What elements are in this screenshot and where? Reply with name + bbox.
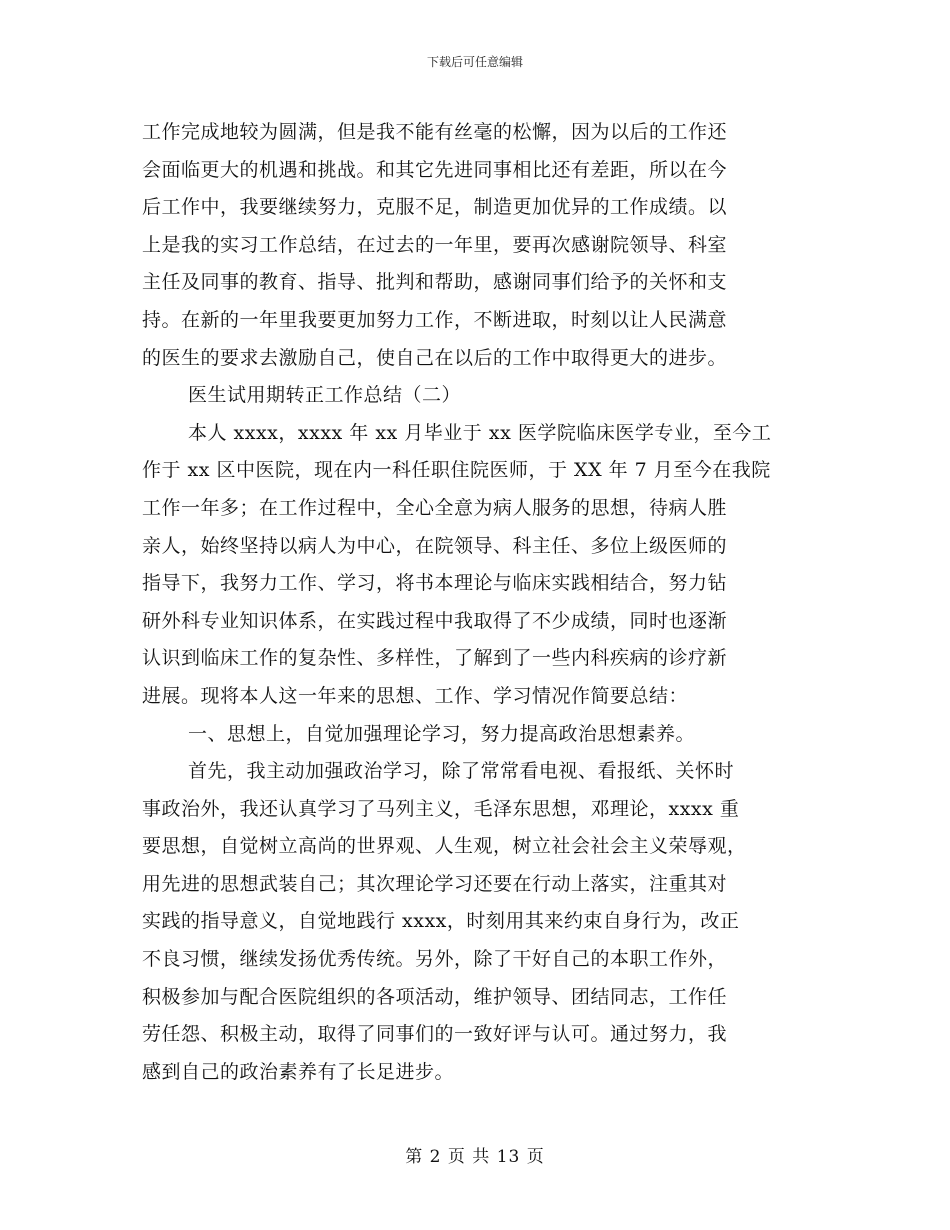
body-line: 要思想，自觉树立高尚的世界观、人生观，树立社会社会主义荣辱观， [142, 835, 747, 858]
body-line: 主任及同事的教育、指导、批判和帮助，感谢同事们给予的关怀和支 [142, 271, 728, 294]
body-line: 的医生的要求去激励自己，使自己在以后的工作中取得更大的进步。 [142, 346, 728, 369]
section-heading: 医生试用期转正工作总结（二） [188, 384, 462, 407]
body-line: 认识到临床工作的复杂性、多样性，了解到了一些内科疾病的诊疗新 [142, 647, 728, 670]
body-line: 作于 xx 区中医院，现在内一科任职住院医师，于 XX 年 7 月至今在我院 [142, 459, 771, 482]
paragraph-start: 首先，我主动加强政治学习，除了常常看电视、看报纸、关怀时 [188, 760, 735, 783]
page-header: 下载后可任意编辑 [426, 55, 523, 69]
body-line: 工作一年多；在工作过程中，全心全意为病人服务的思想，待病人胜 [142, 496, 728, 519]
body-line: 会面临更大的机遇和挑战。和其它先进同事相比还有差距，所以在今 [142, 158, 728, 181]
document-body [142, 114, 812, 1091]
body-line: 实践的指导意义，自觉地践行 xxxx，时刻用其来约束自身行为，改正 [142, 910, 740, 933]
body-line: 进展。现将本人这一年来的思想、工作、学习情况作简要总结： [142, 684, 689, 707]
body-line: 指导下，我努力工作、学习，将书本理论与临床实践相结合，努力钻 [142, 572, 728, 595]
paragraph-start: 本人 xxxx，xxxx 年 xx 月毕业于 xx 医学院临床医学专业，至今工 [188, 421, 772, 444]
page-number-footer: 第 2 页 共 13 页 [405, 1147, 545, 1167]
body-line: 后工作中，我要继续努力，克服不足，制造更加优异的工作成绩。以 [142, 196, 728, 219]
body-line: 不良习惯，继续发扬优秀传统。另外，除了干好自己的本职工作外， [142, 948, 728, 971]
body-line: 上是我的实习工作总结，在过去的一年里，要再次感谢院领导、科室 [142, 233, 728, 256]
body-line: 感到自己的政治素养有了长足进步。 [142, 1060, 455, 1083]
body-line: 研外科专业知识体系，在实践过程中我取得了不少成绩，同时也逐渐 [142, 609, 728, 632]
body-line: 积极参加与配合医院组织的各项活动，维护领导、团结同志，工作任 [142, 985, 728, 1008]
body-line: 用先进的思想武装自己；其次理论学习还要在行动上落实，注重其对 [142, 872, 728, 895]
body-line: 事政治外，我还认真学习了马列主义，毛泽东思想，邓理论，xxxx 重 [142, 797, 740, 820]
body-line: 劳任怨、积极主动，取得了同事们的一致好评与认可。通过努力，我 [142, 1023, 728, 1046]
body-line: 亲人，始终坚持以病人为中心，在院领导、科主任、多位上级医师的 [142, 534, 728, 557]
body-line: 持。在新的一年里我要更加努力工作，不断进取，时刻以让人民满意 [142, 308, 728, 331]
subsection-heading: 一、思想上，自觉加强理论学习，努力提高政治思想素养。 [188, 722, 696, 745]
body-line: 工作完成地较为圆满，但是我不能有丝毫的松懈，因为以后的工作还 [142, 121, 728, 143]
